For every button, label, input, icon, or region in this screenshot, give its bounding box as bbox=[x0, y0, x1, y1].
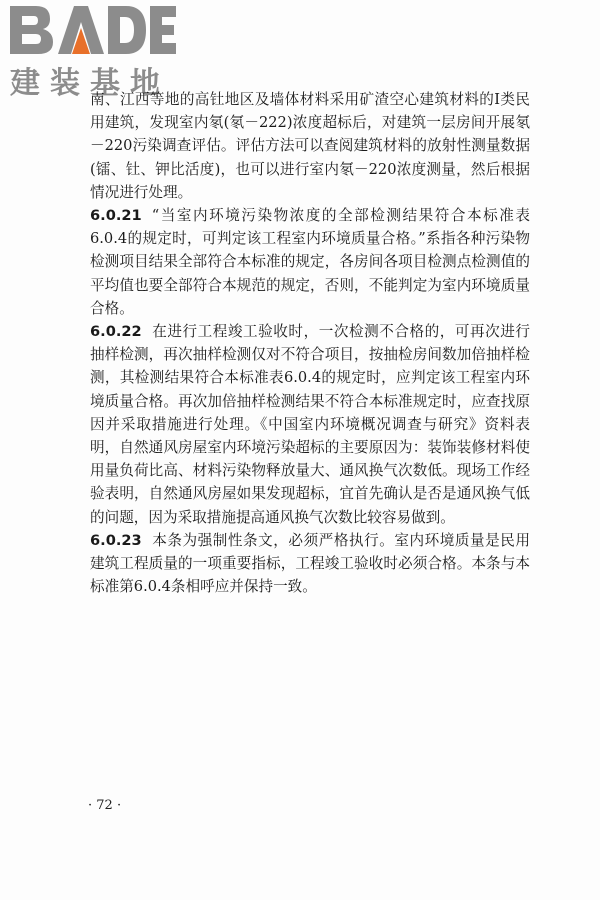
page-number: · 72 · bbox=[88, 798, 122, 813]
paragraph-continuation bbox=[90, 88, 530, 204]
clause-text: 在进行工程竣工验收时，一次检测不合格的，可再次进行抽样检测，再次抽样检测仅对不符合项目，按抽检房间数加倍抽样检测，其检测结果符合本标准表6.0.4的规定时，应判定该工程室内环境质量合格。再次加倍抽样检测结果不符合本标准规定时，应查找原因并采取措施进行处理。《中国室内环境概况调查与研究》资料表明，自然通风房屋室内环境污染超标的主要原因为：装饰装修材料使用量负荷比高、材料污染物释放量大、通风换气次数低。现场工作经验表明，自然通风房屋如果发现超标，宜首先确认是否是通风换气低的问题，因为采取措施提高通风换气次数比较容易做到。 bbox=[90, 323, 530, 526]
clause-6-0-22 bbox=[90, 320, 530, 529]
clause-6-0-21 bbox=[90, 204, 530, 320]
clause-number: 6.0.21 bbox=[90, 207, 142, 225]
clause-text: 本条为强制性条文，必须严格执行。室内环境质量是民用建筑工程质量的一项重要指标，工程竣工验收时必须合格。本条与本标准第6.0.4条相呼应并保持一致。 bbox=[90, 531, 530, 596]
paragraph-text: 南、江西等地的高钍地区及墙体材料采用矿渣空心建筑材料的Ⅰ类民用建筑，发现室内氡(氡－222)浓度超标后，对建筑一层房间开展氡－220污染调查评估。评估方法可以查阅建筑材料的放射性测量数据(镭、钍、钾比活度)，也可以进行室内氡－220浓度测量，然后根据情况进行处理。 bbox=[90, 91, 530, 201]
bade-logo bbox=[6, 2, 176, 101]
bade-logo-wordmark bbox=[6, 2, 176, 58]
document-body bbox=[90, 88, 530, 598]
clause-number: 6.0.23 bbox=[90, 531, 142, 549]
bade-logo-chinese: 建装基地 bbox=[10, 66, 170, 101]
clause-6-0-23 bbox=[90, 529, 530, 599]
clause-text: “当室内环境污染物浓度的全部检测结果符合本标准表6.0.4的规定时，可判定该工程室内环境质量合格。”系指各种污染物检测项目结果全部符合本标准的规定，各房间各项目检测点检测值的平均值也要全部符合本规范的规定，否则，不能判定为室内环境质量合格。 bbox=[90, 207, 530, 317]
clause-number: 6.0.22 bbox=[90, 323, 142, 341]
